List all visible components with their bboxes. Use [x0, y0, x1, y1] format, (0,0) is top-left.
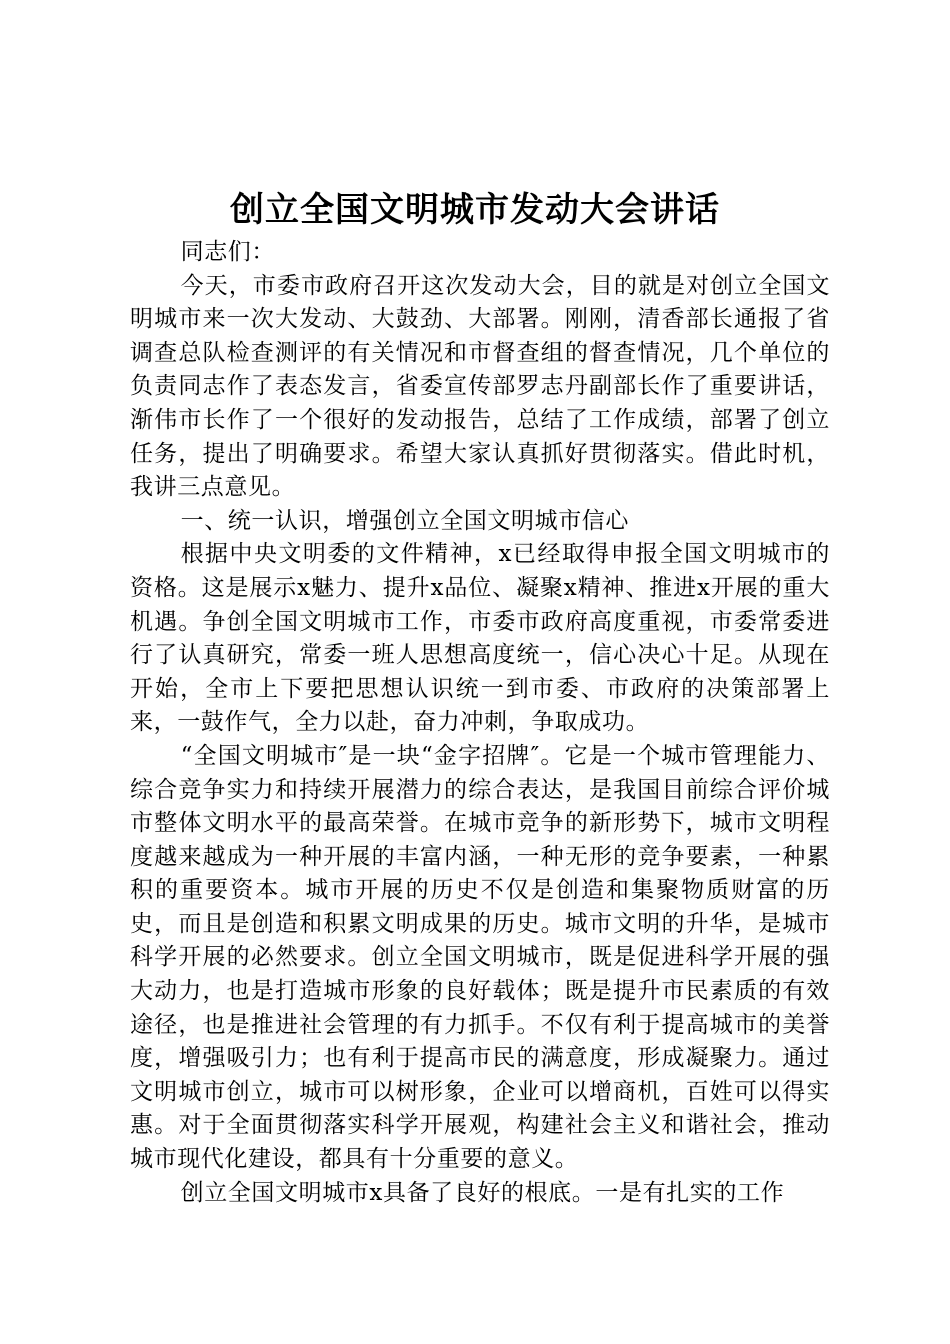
- paragraph: 今天，市委市政府召开这次发动大会，目的就是对创立全国文明城市来一次大发动、大鼓劲、大部署。刚刚，清香部长通报了省调查总队检查测评的有关情况和市督查组的督查情况，几个单位的负责同志作了表态发言，省委宣传部罗志丹副部长作了重要讲话，渐伟市长作了一个很好的发动报告，总结了工作成绩，部署了创立任务，提出了明确要求。希望大家认真抓好贯彻落实。借此时机，我讲三点意见。: [130, 272, 830, 501]
- paragraph: 根据中央文明委的文件精神，x已经取得申报全国文明城市的资格。这是展示x魅力、提升x品位、凝聚x精神、推进x开展的重大机遇。争创全国文明城市工作，市委市政府高度重视，市委常委进行了认真研究，常委一班人思想高度统一，信心决心十足。从现在开始，全市上下要把思想认识统一到市委、市政府的决策部署上来，一鼓作气，全力以赴，奋力冲刺，争取成功。: [130, 541, 831, 736]
- document-body: [130, 236, 830, 1210]
- section-heading: 一、统一认识，增强创立全国文明城市信心: [180, 507, 629, 534]
- paragraph: 创立全国文明城市x具备了良好的根底。一是有扎实的工作: [180, 1179, 785, 1206]
- salutation: 同志们：: [180, 239, 275, 265]
- paragraph: “全国文明城市″是一块“金字招牌″。它是一个城市管理能力、综合竞争实力和持续开展潜力的综合表达，是我国目前综合评价城市整体文明水平的最高荣誉。在城市竞争的新形势下，城市文明程度越来越成为一种开展的丰富内涵，一种无形的竞争要素，一种累积的重要资本。城市开展的历史不仅是创造和集聚物质财富的历史，而且是创造和积累文明成果的历史。城市文明的升华，是城市科学开展的必然要求。创立全国文明城市，既是促进科学开展的强大动力，也是打造城市形象的良好载体；既是提升市民素质的有效途径，也是推进社会管理的有力抓手。不仅有利于提高城市的美誉度，增强吸引力；也有利于提高市民的满意度，形成凝聚力。通过文明城市创立，城市可以树形象，企业可以增商机，百姓可以得实惠。对于全面贯彻落实科学开展观，构建社会主义和谐社会，推动城市现代化建设，都具有十分重要的意义。: [130, 742, 830, 1173]
- document-title: 创立全国文明城市发动大会讲话: [230, 190, 720, 230]
